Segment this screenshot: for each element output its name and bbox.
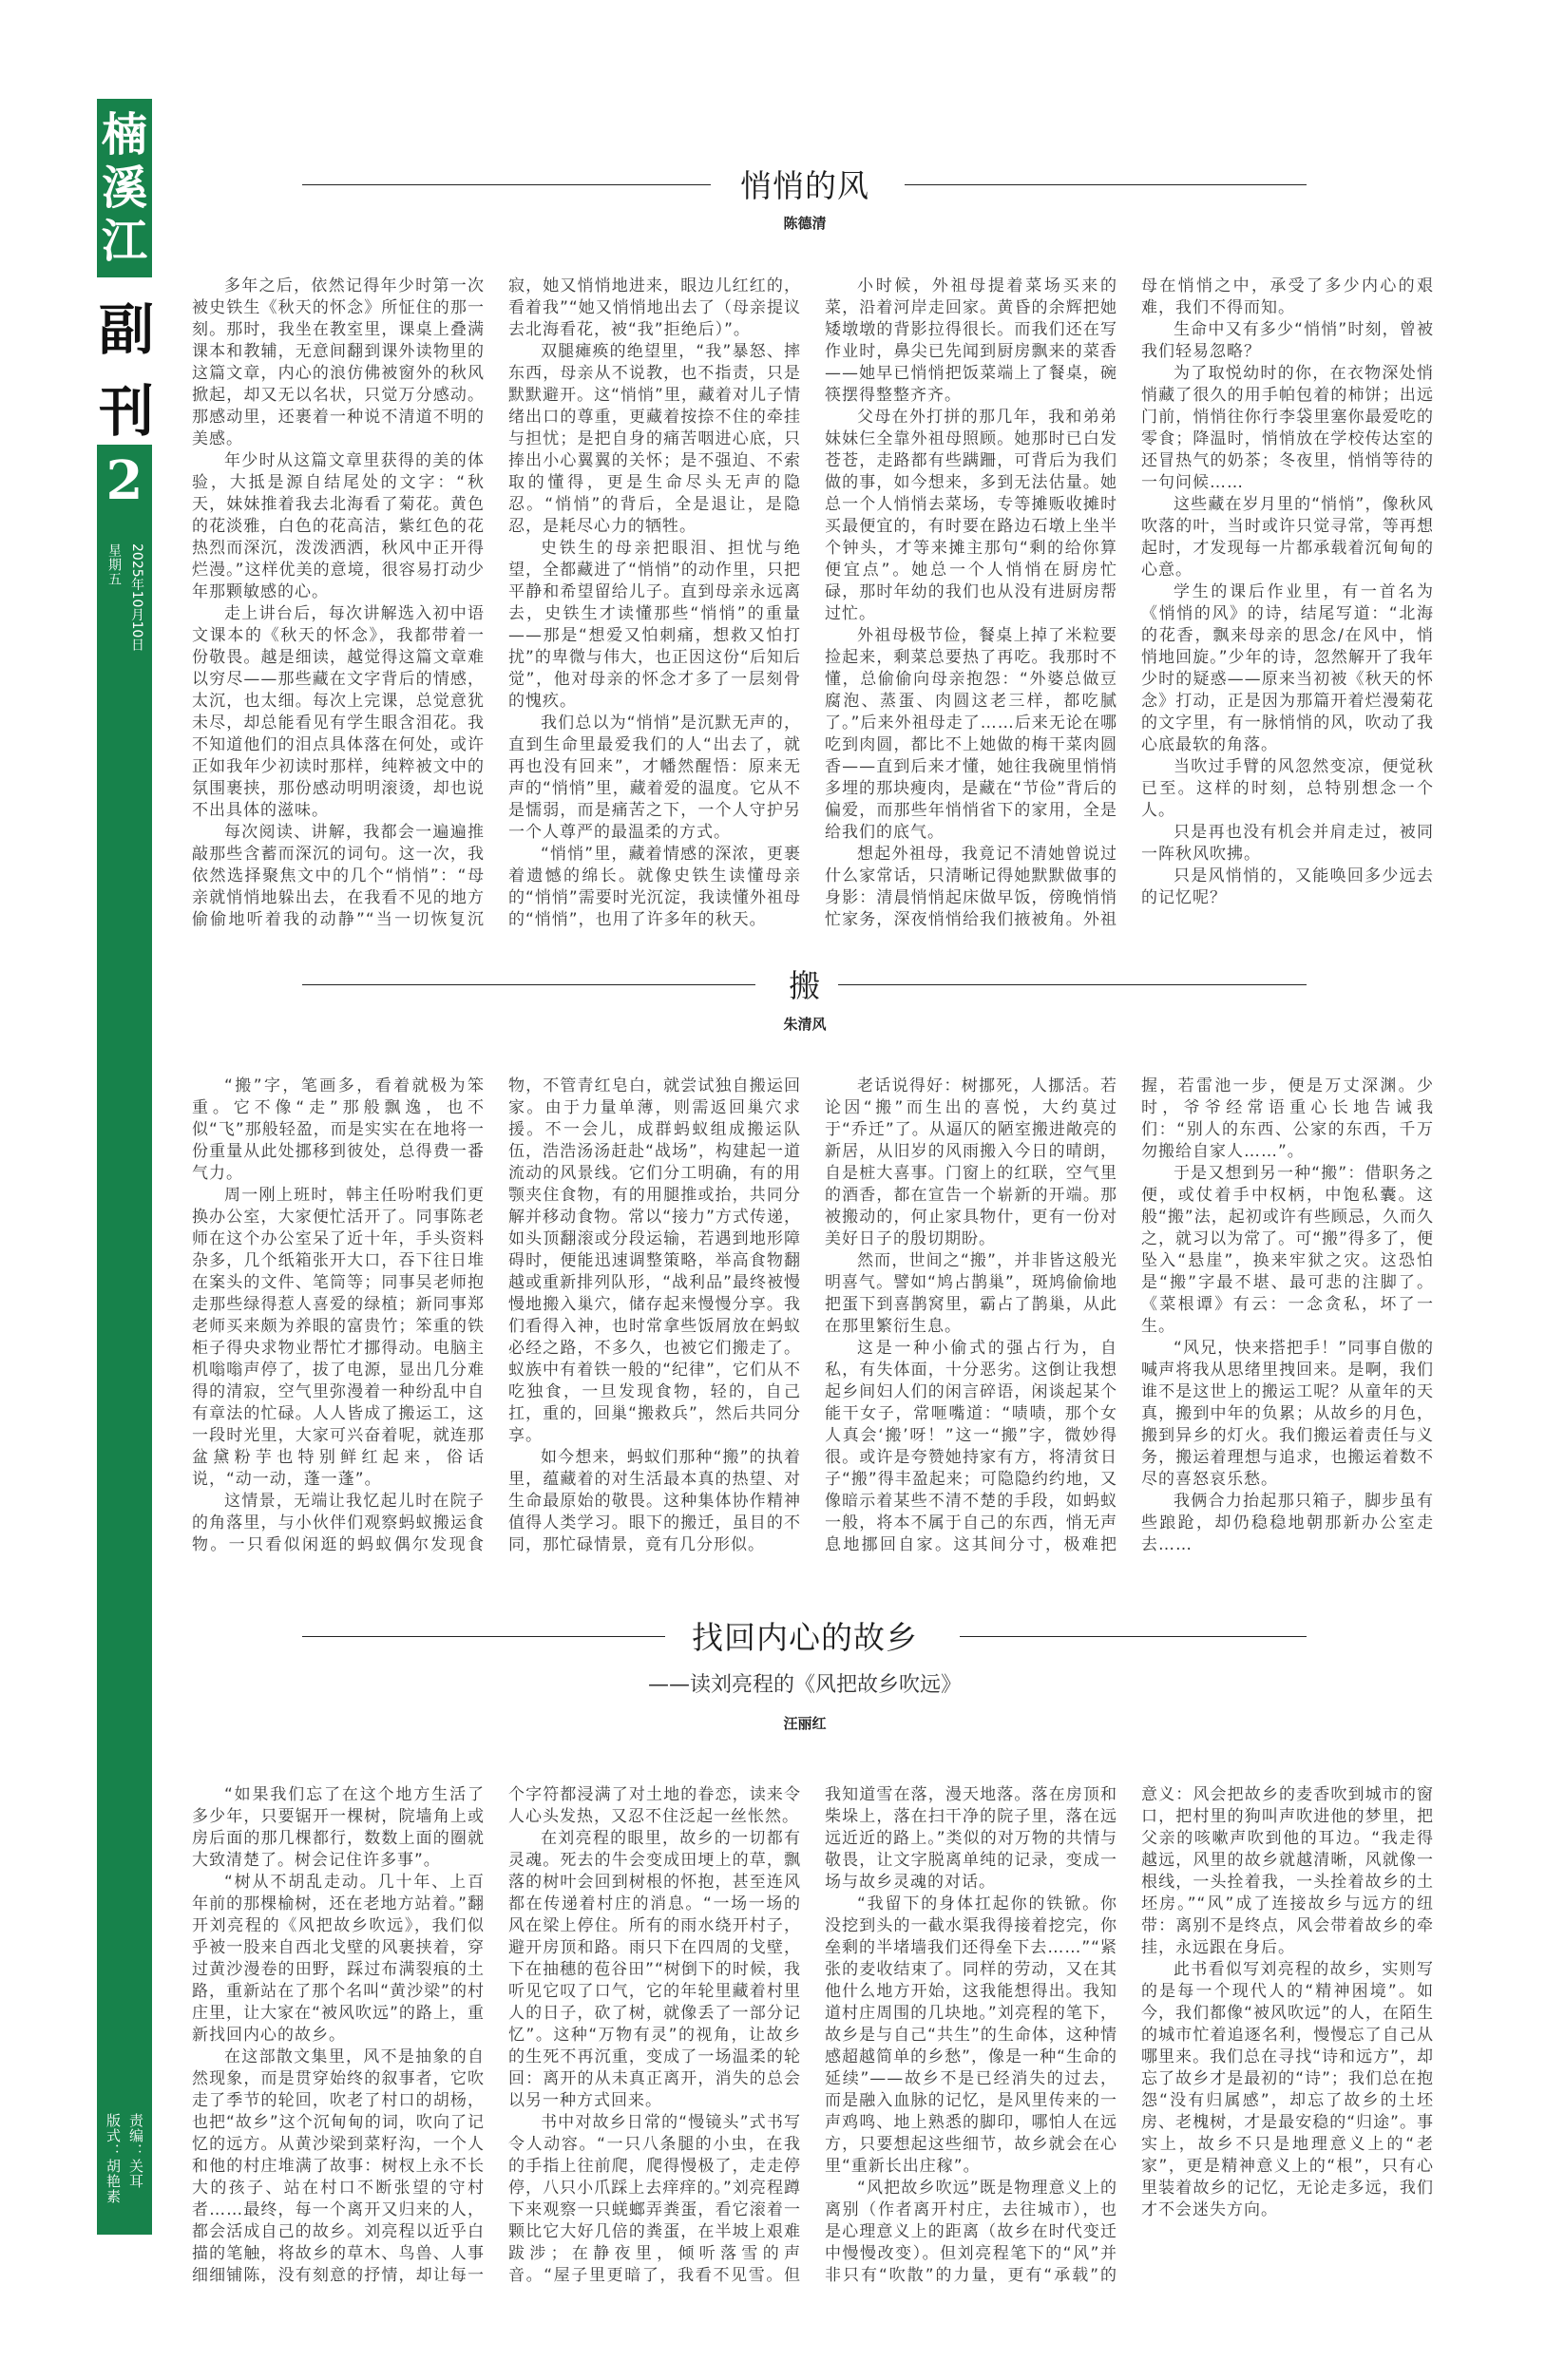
paragraph: 学生的课后作业里，有一首名为《悄悄的风》的诗，结尾写道：“北海的花香，飘来母亲的思念/在风中，悄悄地回旋。”少年的诗，忽然解开了我年少时的疑惑——原来当初被《秋天的怀念》打动，正是因为那篇开着烂漫菊花的文字里，有一脉悄悄的风，吹动了我心底最软的角落。 bbox=[1141, 582, 1434, 754]
article-subtitle: ——读刘亮程的《风把故乡吹远》 bbox=[647, 1673, 962, 1697]
article-author: 陈德清 bbox=[783, 215, 827, 232]
paragraph: 我俩合力抬起那只箱子，脚步虽有些踉跄，却仍稳稳地朝那新办公室走去…… bbox=[1141, 1492, 1434, 1554]
paragraph: 周一刚上班时，韩主任吩咐我们更换办公室，大家便忙活开了。同事陈老师在这个办公室呆了近十年，手头资料杂多，几个纸箱张开大口，吞下往日堆在案头的文件、笔筒等；同事吴老师抱走那些绿得惹人喜爱的绿植；新同事郑老师买来颇为养眼的富贵竹；笨重的铁柜子得央求物业帮忙才挪得动。电脑主机嗡嗡声停了，拔了电源，显出几分难得的清寂，空气里弥漫着一种纷乱中自有章法的忙碌。人人皆成了搬运工，这一段时光里，大家可兴奋着呢，就连那盆黛粉芋也特别鲜红起来，俗话说，“动一动，蓬一蓬”。 bbox=[192, 1186, 485, 1489]
paragraph: 我们总以为“悄悄”是沉默无声的，直到生命里最爱我们的人“出去了，就再也没有回来”，才幡然醒悟：原来无声的“悄悄”里，藏着爱的温度。它从不是懦弱，而是痛苦之下，一个人守护另一个人尊严的最温柔的方式。 bbox=[508, 714, 801, 842]
paragraph: “树从不胡乱走动。几十年、上百年前的那棵榆树，还在老地方站着。”翻开刘亮程的《风把故乡吹远》，我们似乎被一股来自西北戈壁的风裹挟着，穿过黄沙漫卷的田野，踩过布满裂痕的土路，重新站在了那个名叫“黄沙梁”的村庄里，让大家在“被风吹远”的路上，重新找回内心的故乡。 bbox=[192, 1873, 485, 2045]
article-body bbox=[192, 276, 1434, 931]
paragraph: 如今想来，蚂蚁们那种“搬”的执着里，蕴藏着的对生活最本真的热望、对生命最原始的敬畏。这种集体协作精神值得人类学习。眼下的搬迁，虽目的不同，那忙碌情景，竟有几分形似。 bbox=[508, 1448, 801, 1554]
paragraph: 多年之后，依然记得年少时第一次被史铁生《秋天的怀念》所怔住的那一刻。那时，我坐在教室里，课桌上叠满课本和教辅，无意间翻到课外读物里的这篇文章，内心的浪仿佛被窗外的秋风掀起，却又无以名状，只觉万分感动。那感动里，还裹着一种说不清道不明的美感。 bbox=[192, 276, 485, 448]
paragraph: 当吹过手臂的风忽然变凉，便觉秋已至。这样的时刻，总特别想念一个人。 bbox=[1141, 757, 1434, 820]
paragraph: 年少时从这篇文章里获得的美的体验，大抵是源自结尾处的文字：“秋天，妹妹推着我去北海看了菊花。黄色的花淡雅，白色的花高洁，紫红色的花热烈而深沉，泼泼洒洒，秋风中正开得烂漫。”这样优美的意境，很容易打动少年那颗敏感的心。 bbox=[192, 451, 485, 601]
paragraph: 在这部散文集里，风不是抽象的自然现象，而是贯穿始终的叙事者，它吹走了季节的轮回，吹老了村口的胡杨，也把“故乡”这个沉甸甸的词，吹向了记忆的远方。从黄沙梁到菜籽沟，一个人和他的村庄堆满了故事：树杈上永不长大的孩子、站在村口不断张望的守村者……最终，每一个离开又归来的人，都会活成自己的故乡。刘亮程以近乎白描的笔触，将故乡的草木、鸟兽、人事细细铺陈，没有刻意的抒情，却让每一个字符都浸满了对土地的眷恋，读来令人心头发热，又忍不住泛起一丝怅然。 bbox=[192, 1785, 801, 2285]
paragraph: 然而，世间之“搬”，并非皆这般光明喜气。譬如“鸠占鹊巢”，斑鸠偷偷地把蛋下到喜鹊窝里，霸占了鹊巢，从此在那里繁衍生息。 bbox=[825, 1251, 1117, 1336]
logo-char: 楠 bbox=[101, 108, 147, 162]
paragraph: 老话说得好：树挪死，人挪活。若论因“搬”而生出的喜悦，大约莫过于“乔迁”了。从逼仄的陋室搬进敞亮的新居，从旧岁的风雨搬入今日的晴朗，自是桩大喜事。门窗上的红联，空气里的酒香，都在宣告一个崭新的开端。那被搬动的，何止家具物什，更有一份对美好日子的殷切期盼。 bbox=[825, 1076, 1117, 1248]
paragraph: “风把故乡吹远”既是物理意义上的离别（作者离开村庄，去往城市），也是心理意义上的距离（故乡在时代变迁中慢慢改变）。但刘亮程笔下的“风”并非只有“吹散”的力量，更有“承载”的意义：风会把故乡的麦香吹到城市的窗口，把村里的狗叫声吹进他的梦里，把父亲的咳嗽声吹到他的耳边。“我走得越远，风里的故乡就越清晰，风就像一根线，一头拴着我，一头拴着故乡的土坯房。”“风”成了连接故乡与远方的纽带：离别不是终点，风会带着故乡的牵挂，永远跟在身后。 bbox=[825, 1785, 1434, 2285]
paragraph: 此书看似写刘亮程的故乡，实则写的是每一个现代人的“精神困境”。如今，我们都像“被风吹远”的人，在陌生的城市忙着追逐名利，慢慢忘了自己从哪里来。我们总在寻找“诗和远方”，却忘了故乡才是最初的“诗”；我们总在抱怨“没有归属感”，却忘了故乡的土坯房、老槐树，才是最安稳的“归途”。事实上，故乡不只是地理意义上的“老家”，更是精神意义上的“根”，只有心里装着故乡的记忆，无论走多远，我们才不会迷失方向。 bbox=[1141, 1960, 1434, 2219]
editor-credit: 责编：关耳 bbox=[127, 2113, 144, 2189]
article-title: 搬 bbox=[789, 967, 821, 1004]
article-author: 汪丽红 bbox=[783, 1715, 827, 1732]
paragraph: “悄悄”里，藏着情感的深浓，更裹着遗憾的绵长。就像史铁生读懂母亲的“悄悄”需要时光沉淀，我读懂外祖母的“悄悄”，也用了许多年的秋天。 bbox=[508, 845, 801, 929]
paragraph: 想起外祖母，我竟记不清她曾说过什么家常话，只清晰记得她默默做事的身影：清晨悄悄起床做早饭，傍晚悄悄忙家务，深夜悄悄给我们掖被角。外祖母在悄悄之中，承受了多少内心的艰难，我们不得而知。 bbox=[825, 276, 1434, 929]
paragraph: 小时候，外祖母提着菜场买来的菜，沿着河岸走回家。黄昏的余辉把她矮墩墩的背影拉得很长。而我们还在写作业时，鼻尖已先闻到厨房飘来的菜香——她早已悄悄把饭菜端上了餐桌，碗筷摆得整整齐齐。 bbox=[825, 276, 1117, 405]
paragraph: 史铁生的母亲把眼泪、担忧与绝望，全都藏进了“悄悄”的动作里，只把平静和希望留给儿子。直到母亲永远离去，史铁生才读懂那些“悄悄”的重量——那是“想爱又怕刺痛，想救又怕打扰”的卑微与伟大，也正因这份“后知后觉”，他对母亲的怀念才多了一层刻骨的愧疚。 bbox=[508, 539, 801, 711]
paragraph: 这情景，无端让我忆起儿时在院子的角落里，与小伙伴们观察蚂蚁搬运食物。一只看似闲逛的蚂蚁偶尔发现食物，不管青红皂白，就尝试独自搬运回家。由于力量单薄，则需返回巢穴求援。不一会儿，成群蚂蚁组成搬运队伍，浩浩汤汤赶赴“战场”，构建起一道流动的风景线。它们分工明确，有的用颚夹住食物，有的用腿推或抬，共同分解并移动食物。常以“接力”方式传递，如头顶翻滚或分段运输，若遇到地形障碍时，便能迅速调整策略，举高食物翻越或重新排列队形，“战利品”最终被慢慢地搬入巢穴，储存起来慢慢分享。我们看得入神，也时常拿些饭屑放在蚂蚁必经之路，不多久，也被它们搬走了。蚁族中有着铁一般的“纪律”，它们从不吃独食，一旦发现食物，轻的，自己扛，重的，回巢“搬救兵”，然后共同分享。 bbox=[192, 1076, 801, 1554]
page-number: 2 bbox=[105, 449, 143, 512]
layout-credit: 版式：胡艳素 bbox=[105, 2113, 122, 2204]
credits bbox=[105, 2113, 144, 2204]
logo-char: 溪 bbox=[101, 162, 147, 215]
paragraph: 这些藏在岁月里的“悄悄”，像秋风吹落的叶，当时或许只觉寻常，等再想起时，才发现每一片都承载着沉甸甸的心意。 bbox=[1141, 495, 1434, 580]
section-name-char: 刊 bbox=[99, 379, 155, 444]
paragraph: 每次阅读、讲解，我都会一遍遍推敲那些含蓄而深沉的词句。这一次，我依然选择聚焦文中的几个“悄悄”：“母亲就悄悄地躲出去，在我看不见的地方偷偷地听着我的动静”“当一切恢复沉寂，她又悄悄地进来，眼边儿红红的，看着我”“她又悄悄地出去了（母亲提议去北海看花，被“我”拒绝后）”。 bbox=[192, 276, 801, 929]
paragraph: “风兄，快来搭把手！”同事自傲的喊声将我从思绪里拽回来。是啊，我们谁不是这世上的搬运工呢？从童年的天真，搬到中年的负累；从故乡的月色，搬到异乡的灯火。我们搬运着责任与义务，搬运着理想与追求，也搬运着数不尽的喜怒哀乐愁。 bbox=[1141, 1339, 1434, 1489]
paragraph: “我留下的身体扛起你的铁锨。你没挖到头的一截水渠我得接着挖完，你垒剩的半堵墙我们还得垒下去……”“紧张的麦收结束了。同样的劳动，又在其他什么地方开始，这我能想得出。我知道村庄周围的几块地。”刘亮程的笔下，故乡是与自己“共生”的生命体，这种情感超越简单的乡愁”，像是一种“生命的延续”——故乡不是已经消失的过去，而是融入血脉的记忆，是风里传来的一声鸡鸣、地上熟悉的脚印，哪怕人在远方，只要想起这些细节，故乡就会在心里“重新长出庄稼”。 bbox=[825, 1894, 1117, 2176]
article-title: 悄悄的风 bbox=[740, 167, 869, 204]
paragraph: 外祖母极节俭，餐桌上掉了米粒要捡起来，剩菜总要热了再吃。我那时不懂，总偷偷向母亲抱怨：“外婆总做豆腐泡、蒸蛋、肉圆这老三样，都吃腻了。”后来外祖母走了……后来无论在哪吃到肉圆，都比不上她做的梅干菜肉圆香——直到后来才懂，她往我碗里悄悄多埋的那块瘦肉，是藏在“节俭”背后的偏爱，而那些年悄悄省下的家用，全是给我们的底气。 bbox=[825, 626, 1117, 842]
paragraph: 在刘亮程的眼里，故乡的一切都有灵魂。死去的牛会变成田埂上的草，飘落的树叶会回到树根的怀抱，甚至连风都在传递着村庄的消息。“一场一场的风在梁上停住。所有的雨水绕开村子，避开房顶和路。雨只下在四周的戈壁，下在抽穗的苞谷田”“树倒下的时候，我听见它叹了口气，它的年轮里藏着村里人的日子，砍了树，就像丢了一部分记忆”。这种“万物有灵”的视角，让故乡的生死不再沉重，变成了一场温柔的轮回：离开的从未真正离开，消失的总会以另一种方式回来。 bbox=[508, 1829, 801, 2110]
logo-char: 江 bbox=[101, 215, 147, 268]
section-name-char: 副 bbox=[99, 297, 155, 362]
paragraph: 于是又想到另一种“搬”：借职务之便，或仗着手中权柄，中饱私囊。这般“搬”法，起初或许有些顾忌，久而久之，就习以为常了。可“搬”得多了，便坠入“悬崖”，换来牢狱之灾。这恐怕是“搬”字最不堪、最可悲的注脚了。《菜根谭》有云：一念贪私，坏了一生。 bbox=[1141, 1164, 1434, 1336]
paragraph: 只是再也没有机会并肩走过，被同一阵秋风吹拂。 bbox=[1141, 823, 1434, 864]
article-body bbox=[192, 1784, 1434, 2287]
paragraph: 双腿瘫痪的绝望里，“我”暴怒、摔东西，母亲从不说教，也不指责，只是默默避开。这“悄悄”里，藏着对儿子情绪出口的尊重，更藏着按捺不住的牵挂与担忧；是把自身的痛苦咽进心底，只捧出小心翼翼的关怀；是不强迫、不索取的懂得，更是生命尽头无声的隐忍。“悄悄”的背后，全是退让，是隐忍，是耗尽心力的牺牲。 bbox=[508, 342, 801, 536]
paragraph: 只是风悄悄的，又能唤回多少远去的记忆呢？ bbox=[1141, 866, 1434, 907]
issue-info-strip bbox=[97, 445, 152, 2235]
article-body bbox=[192, 1076, 1434, 1556]
weekday: 星期五 bbox=[106, 543, 122, 586]
paragraph: 为了取悦幼时的你，在衣物深处悄悄藏了很久的用手帕包着的柿饼；出远门前，悄悄往你行李袋里塞你最爱吃的零食；降温时，悄悄放在学校传达室的还冒热气的奶茶；冬夜里，悄悄等待的一句问候…… bbox=[1141, 364, 1434, 492]
paragraph: 这是一种小偷式的强占行为，自私，有失体面，十分恶劣。这倒让我想起乡间妇人们的闲言碎语，闲谈起某个能干女子，常咂嘴道：“啧啧，那个女人真会‘搬’呀！”这一“搬”字，微妙得很。或许是夸赞她持家有方，将清贫日子“搬”得丰盈起来；可隐隐约约地，又像暗示着某些不清不楚的手段，如蚂蚁一般，将本不属于自己的东西，悄无声息地挪回自家。这其间分寸，极难把握，若雷池一步，便是万丈深渊。少时，爷爷经常语重心长地告诫我们：“别人的东西、公家的东西，千万勿搬给自家人……”。 bbox=[825, 1076, 1434, 1554]
paragraph: 父母在外打拼的那几年，我和弟弟妹妹仨全靠外祖母照顾。她那时已白发苍苍，走路都有些蹒跚，可背后为我们做的事，如今想来，多到无法估量。她总一个人悄悄去菜场，专等摊贩收摊时买最便宜的，有时要在路边石墩上坐半个钟头，才等来摊主那句“剩的给你算便宜点”。她总一个人悄悄在厨房忙碌，那时年幼的我们也从没有进厨房帮过忙。 bbox=[825, 408, 1117, 623]
issue-date: 2025年10月10日 bbox=[129, 543, 144, 652]
paragraph: “搬”字，笔画多，看着就极为笨重。它不像“走”那般飘逸，也不似“飞”那般轻盈，而是实实在在地将一份重量从此处挪移到彼处，总得费一番气力。 bbox=[192, 1076, 485, 1183]
paragraph: 生命中又有多少“悄悄”时刻，曾被我们轻易忽略？ bbox=[1141, 320, 1434, 361]
paragraph: 书中对故乡日常的“慢镜头”式书写令人动容。“一只八条腿的小虫，在我的手指上往前爬，爬得慢极了，走走停停，八只小爪踩上去痒痒的。”刘亮程蹲下来观察一只蜣螂弄粪蛋，看它滚着一颗比它大好几倍的粪蛋，在半坡上艰难跋涉；在静夜里，倾听落雪的声音。“屋子里更暗了，我看不见雪。但我知道雪在落，漫天地落。落在房顶和柴垛上，落在扫干净的院子里，落在远远近近的路上。”类似的对万物的共情与敬畏，让文字脱离单纯的记录，变成一场与故乡灵魂的对话。 bbox=[508, 1785, 1117, 2285]
paragraph: 走上讲台后，每次讲解选入初中语文课本的《秋天的怀念》，我都带着一份敬畏。越是细读，越觉得这篇文章难以穷尽——那些藏在文字背后的情感，太沉，也太细。每次上完课，总觉意犹未尽，却总能看见有学生眼含泪花。我不知道他们的泪点具体落在何处，或许正如我年少初读时那样，纯粹被文中的氛围裹挟，那份感动明明滚烫，却也说不出具体的滋味。 bbox=[192, 604, 485, 820]
article-title: 找回内心的故乡 bbox=[692, 1619, 918, 1656]
paragraph: “如果我们忘了在这个地方生活了多少年，只要锯开一棵树，院墙角上或房后面的那几棵都行，数数上面的圈就大致清楚了。树会记住许多事”。 bbox=[192, 1785, 485, 1870]
article-author: 朱清风 bbox=[783, 1016, 827, 1033]
